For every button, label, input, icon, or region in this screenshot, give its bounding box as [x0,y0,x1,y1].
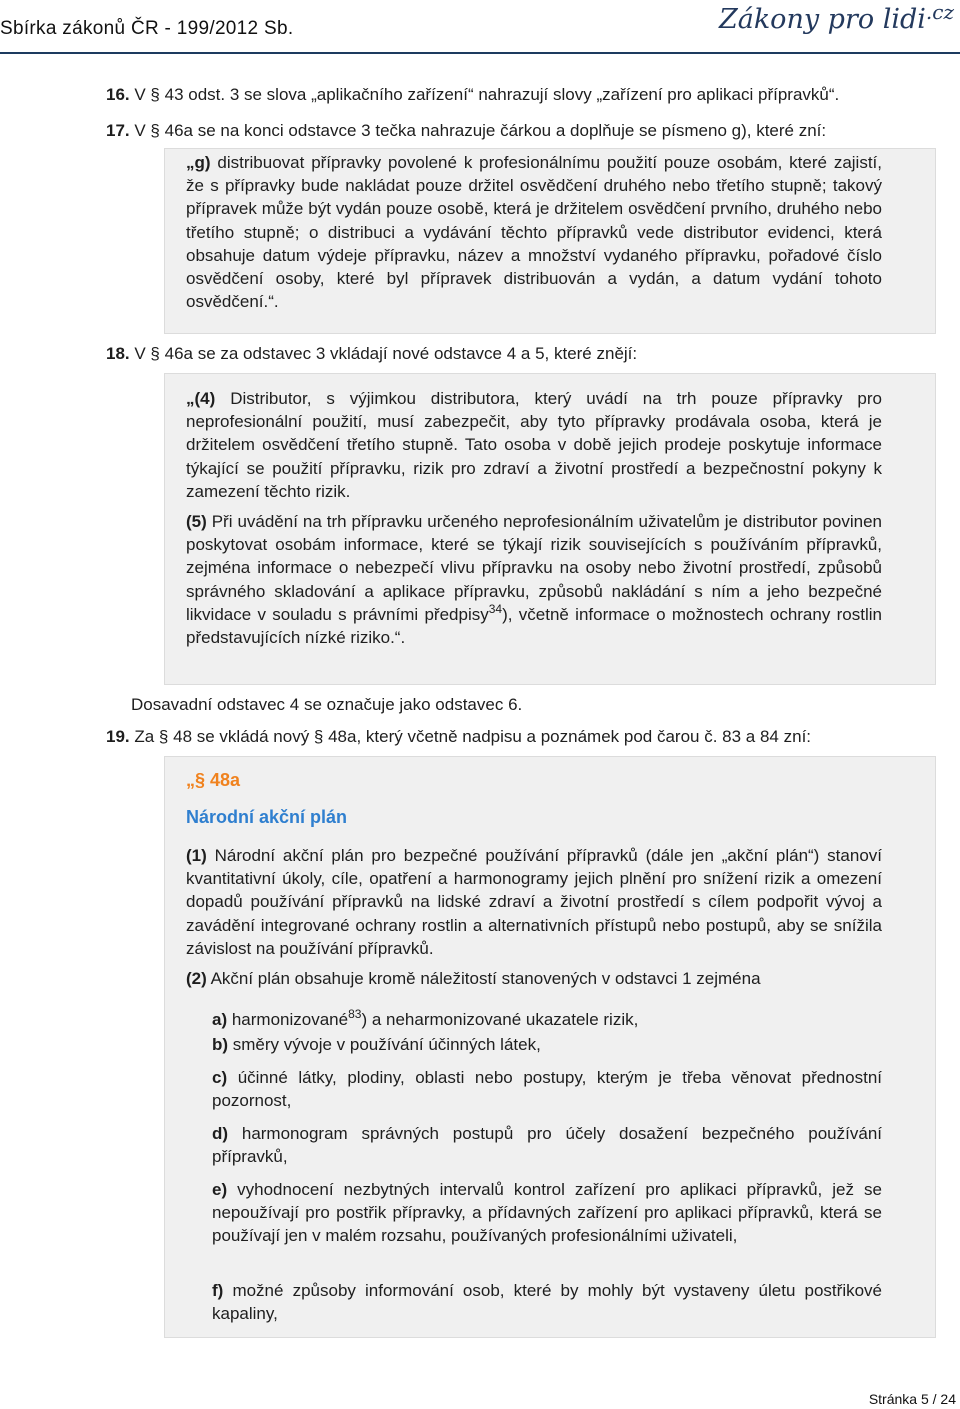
label-5: (5) [186,512,207,531]
item-19 [106,726,811,748]
paragraph-1 [186,844,882,960]
item-number: 16. [106,85,130,104]
letter-d [212,1122,882,1168]
paragraph-2 [186,967,882,990]
paragraph-5-text-after: ), včetně informace o možnostech ochrany rostlin představujících nízké riziko.“. [186,604,882,648]
item-number: 19. [106,727,130,746]
header-rule [0,52,960,54]
letter-text-after: ) a neharmonizované ukazatele rizik, [361,1010,639,1029]
letter-text: možné způsoby informování osob, které by mohly být vystaveny úletu postřikové kapaliny, [212,1281,882,1324]
label-g: „g) [186,153,211,172]
footnote-ref-34[interactable]: 34 [488,601,503,616]
letter-label: d) [212,1124,229,1143]
document-title: Sbírka zákonů ČR - 199/2012 Sb. [0,18,294,39]
letter-b [212,1033,882,1056]
page-header [0,0,960,52]
paragraph-2-text: Akční plán obsahuje kromě náležitostí stanovených v odstavci 1 zejména [206,969,761,988]
item-number: 17. [106,121,130,140]
item-17 [106,120,826,142]
letter-label: c) [212,1068,228,1087]
letter-e [212,1178,882,1248]
letter-label: b) [212,1035,229,1054]
letter-f [212,1279,882,1325]
item-text: V § 46a se za odstavec 3 vkládají nové odstavce 4 a 5, které znějí: [134,344,638,363]
item-text: V § 46a se na konci odstavce 3 tečka nahrazuje čárkou a doplňuje se písmeno g), které zní: [134,121,827,140]
logo-text: Zákony pro lidi [718,4,926,35]
letter-c [212,1066,882,1112]
paragraph-5-text: Při uvádění na trh přípravku určeného neprofesionálním uživatelům je distributor povinen poskytovat osobám informace, které se týkají rizik souvisejících s používáním přípravků, zejména informace o nebezpečí vlivu přípravku na osoby nebo životní prostředí, způsobů správného skladování a aplikace přípravku, způsobů nakládání s ním a jeho bezpečné likvidace v souladu s právními předpisy [186,512,882,624]
item-16 [106,84,839,106]
section-number: „§ 48a [186,770,241,790]
site-logo[interactable] [719,0,954,35]
letter-label: f) [212,1281,224,1300]
quote-g-text: distribuovat přípravky povolené k profesionálnímu použití pouze osobám, které zajistí, že s přípravky bude nakládat pouze držitel osvědčení druhého nebo třetího stupně; takový přípravek může být vydán pouze osobě, která je držitelem osvědčení prvního, druhého nebo třetího stupně; o distribuci a vydávání těchto přípravků vede distributor evidenci, která obsahuje datum výdeje přípravku, název a množství vydaného přípravku, pořadové číslo osvědčení osoby, které byl přípravek distribuován a vydán, a datum vydání tohoto osvědčení.“. [186,153,882,312]
item-18 [106,343,637,365]
item-18-note: Dosavadní odstavec 4 se označuje jako odstavec 6. [131,695,523,714]
label-2: (2) [186,969,207,988]
label-4: „(4) [186,389,216,408]
paragraph-5 [186,510,882,649]
letter-text: směry vývoje v používání účinných látek, [228,1035,541,1054]
item-text: V § 43 odst. 3 se slova „aplikačního zařízení“ nahrazují slovy „zařízení pro aplikaci přípravků“. [134,85,840,104]
label-1: (1) [186,846,207,865]
letter-text: harmonogram správných postupů pro účely dosažení bezpečného používání přípravků, [212,1124,882,1167]
section-heading: Národní akční plán [186,807,348,827]
paragraph-4 [186,387,882,503]
letter-text: harmonizované [227,1010,349,1029]
footnote-ref-83[interactable]: 83 [348,1007,362,1021]
letter-text: vyhodnocení nezbytných intervalů kontrol zařízení pro aplikaci přípravků, jež se nepoužívají pro postřik přípravky, a přídavných zařízení pro aplikaci přípravků, která se používají jen v malém rozsahu, používaných profesionálními uživateli, [212,1180,882,1246]
page-number: Stránka 5 / 24 [868,1391,956,1407]
paragraph-4-text: Distributor, s výjimkou distributora, který uvádí na trh pouze přípravky pro neprofesionální použití, musí zabezpečit, aby tyto přípravky prodávala osoba, která je držitelem osvědčení třetího stupně. Tato osoba v době jejich prodeje poskytuje informace týkající se použití přípravku, rizik pro zdraví a životní prostředí a bezpečnostní pokyny k zamezení těchto rizik. [186,389,882,501]
quote-letter-g [186,151,882,313]
logo-suffix: .cz [925,0,954,24]
item-number: 18. [106,344,130,363]
letter-label: a) [212,1010,228,1029]
item-text: Za § 48 se vkládá nový § 48a, který včetně nadpisu a poznámek pod čarou č. 83 a 84 zní: [134,727,812,746]
letter-label: e) [212,1180,228,1199]
letter-text: účinné látky, plodiny, oblasti nebo postupy, kterým je třeba věnovat přednostní pozornost, [212,1068,882,1111]
letter-a [212,1008,882,1031]
paragraph-1-text: Národní akční plán pro bezpečné používání přípravků (dále jen „akční plán“) stanoví kvantitativní úkoly, cíle, opatření a harmonogramy jejich plnění pro snížení rizik a omezení dopadů používání přípravků na lidské zdraví a životní prostředí s cílem podpořit vývoj a zavádění integrované ochrany rostlin a alternativních přístupů nebo postupů, aby se snížila závislost na používání přípravků. [186,846,882,958]
